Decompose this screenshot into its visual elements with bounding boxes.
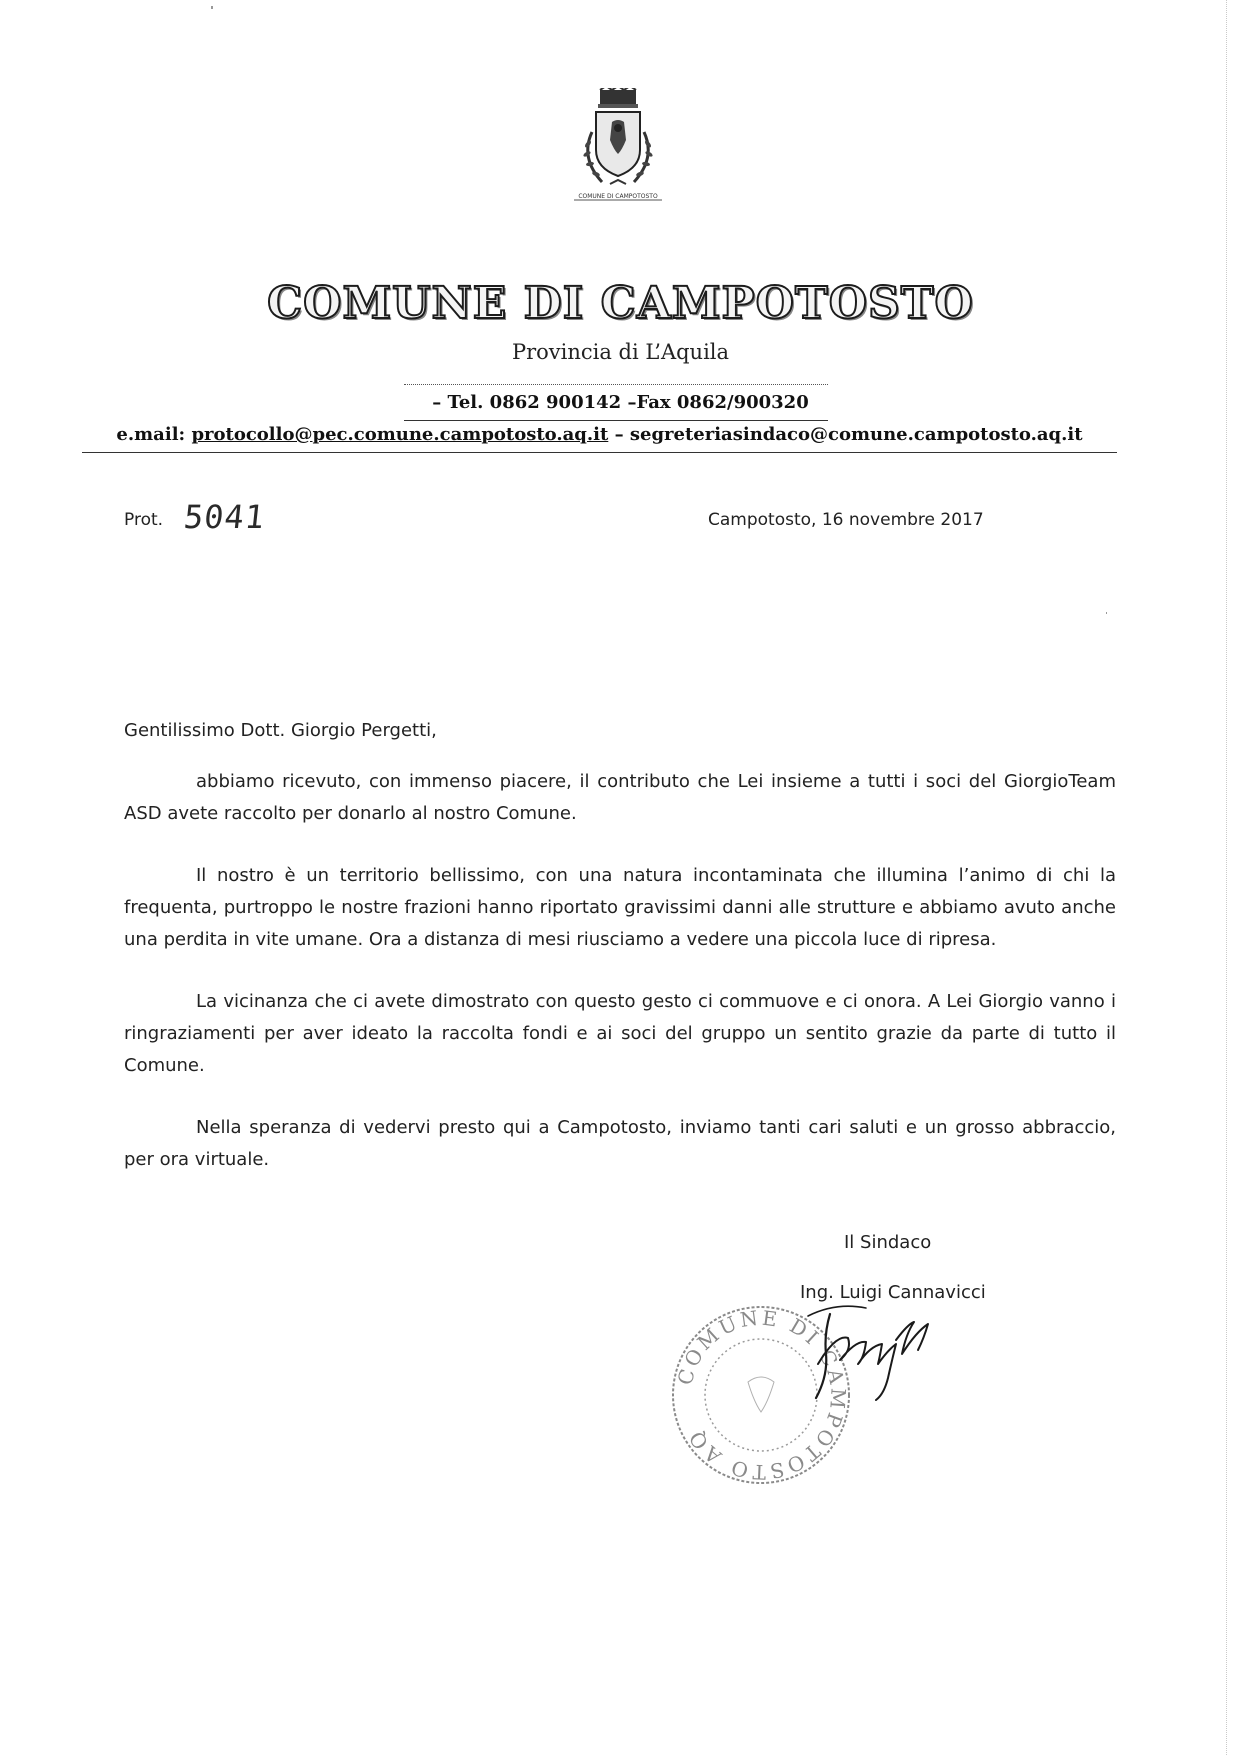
handwritten-signature-icon: [796, 1294, 946, 1404]
email-link-protocollo[interactable]: protocollo@pec.comune.campotosto.aq.it: [191, 424, 609, 445]
scan-speck: [211, 6, 213, 9]
page-edge: [1226, 0, 1228, 1755]
emails-line: [82, 424, 1117, 445]
body-paragraph: La vicinanza che ci avete dimostrato con questo gesto ci commuove e ci onora. A Lei Giorgio vanno i ringraziamenti per aver ideato la raccolta fondi e ai soci del gruppo un sentito grazie da parte di tutto il Comune.: [124, 991, 1116, 1076]
email-separator: –: [608, 424, 630, 445]
crest-caption: COMUNE DI CAMPOTOSTO: [578, 193, 658, 200]
scan-speck: [1106, 612, 1107, 614]
body-paragraph: Nella speranza di vedervi presto qui a Campotosto, inviamo tanti cari saluti e un grosso abbraccio, per ora virtuale.: [124, 1117, 1116, 1170]
organization-name: COMUNE DI CAMPOTOSTO: [267, 278, 974, 329]
letterhead-divider: [404, 384, 828, 385]
letterhead-divider: [82, 452, 1117, 453]
province-line: Provincia di L’Aquila: [511, 340, 730, 364]
salutation: Gentilissimo Dott. Giorgio Pergetti,: [124, 720, 437, 741]
signer-name: Ing. Luigi Cannavicci: [800, 1282, 986, 1303]
letterhead-divider: [404, 420, 828, 421]
body-paragraph: abbiamo ricevuto, con immenso piacere, il contributo che Lei insieme a tutti i soci del GiorgioTeam ASD avete raccolto per donarlo al nostro Comune.: [124, 771, 1116, 824]
stamp-text: COMUNE DI CAMPOTOSTO AQ: [672, 1305, 851, 1485]
body-paragraph: Il nostro è un territorio bellissimo, con una natura incontaminata che illumina l’animo di chi la frequenta, purtroppo le nostre frazioni hanno riportato gravissimi danni alle strutture e abbiamo avuto anche una perdita in vite umane. Ora a distanza di mesi riusciamo a vedere una piccola luce di ripresa.: [124, 865, 1116, 950]
protocol-label: Prot.: [124, 510, 164, 530]
signer-role: Il Sindaco: [844, 1232, 932, 1253]
contacts-line: – Tel. 0862 900142 –Fax 0862/900320: [432, 392, 809, 413]
protocol-number: 5041: [182, 498, 268, 536]
email-prefix: e.mail:: [116, 424, 192, 445]
letter-date: Campotosto, 16 novembre 2017: [708, 510, 984, 530]
crest-icon: [556, 88, 680, 220]
email-link-segreteria[interactable]: segreteriasindaco@comune.campotosto.aq.it: [629, 424, 1083, 445]
